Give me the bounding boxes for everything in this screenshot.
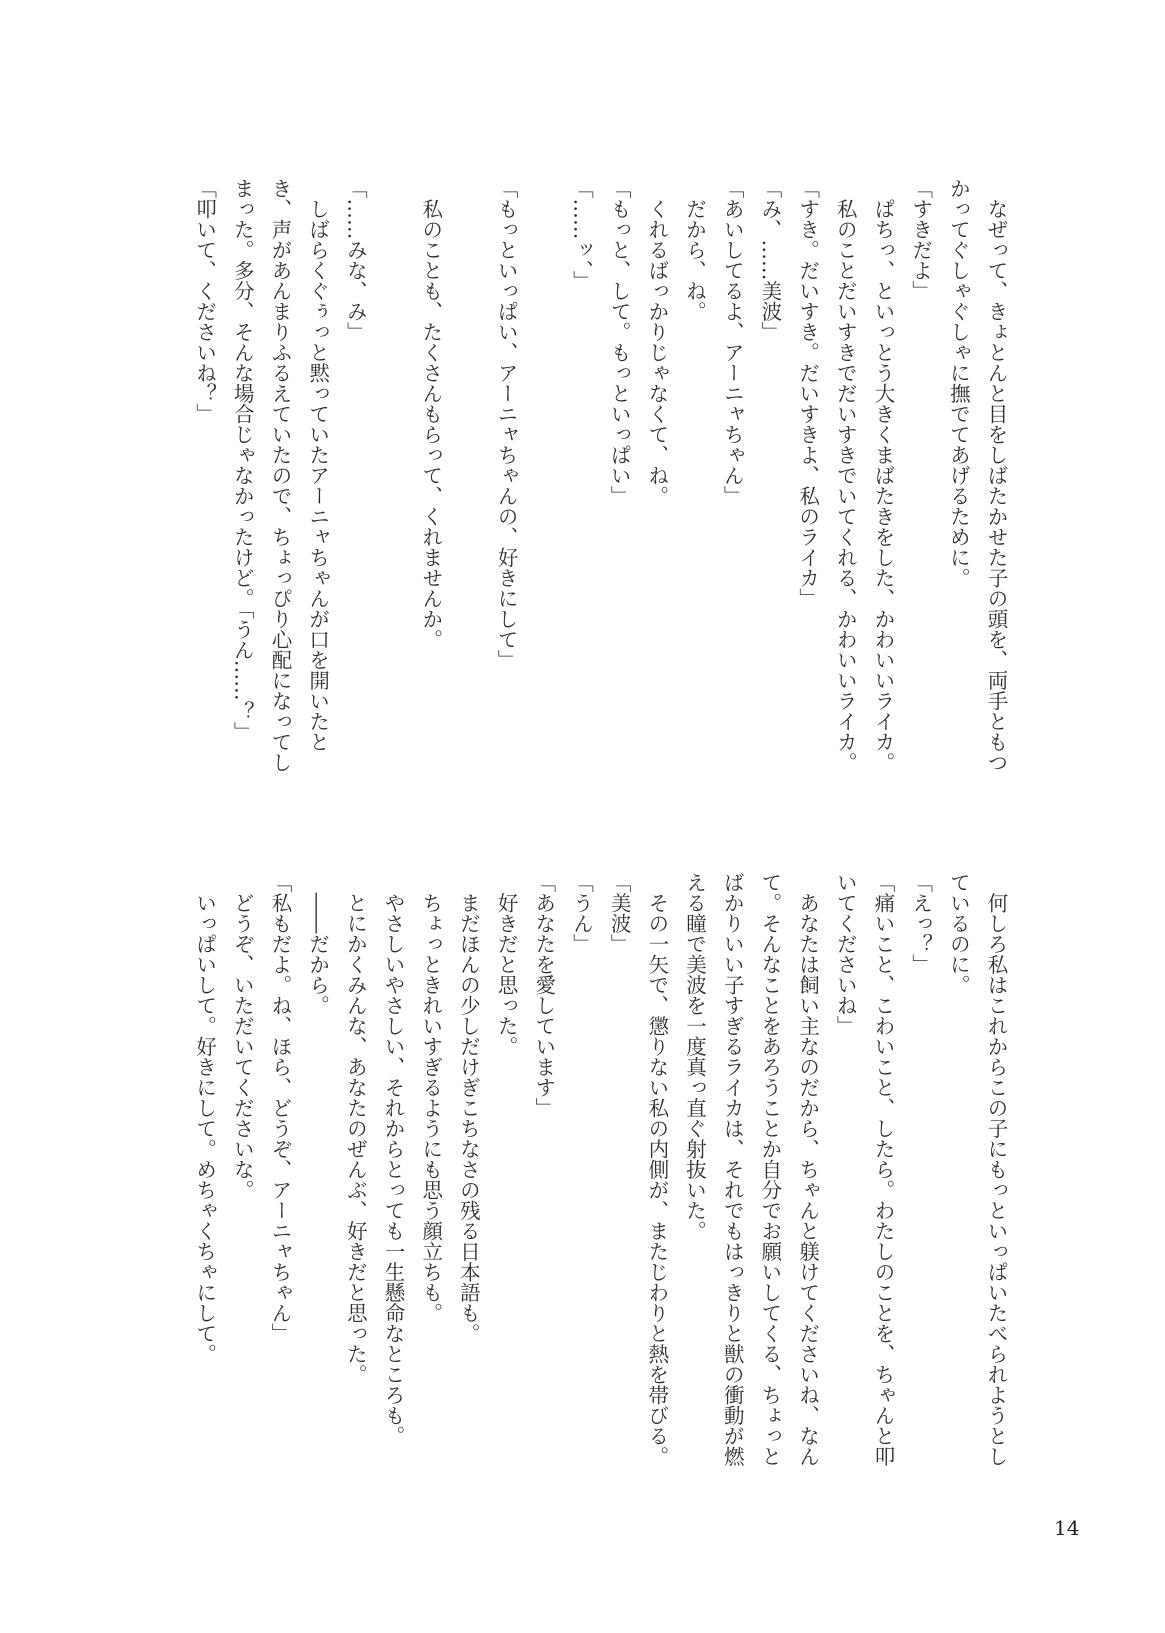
text-line: まった。多分、そんな場合じゃなかったけど。「うん……？」 — [230, 178, 255, 742]
text-line: 「……ッ、」 — [569, 178, 594, 291]
text-line: 「叩いて、くださいね？」 — [192, 178, 217, 424]
text-line: 「うん」 — [569, 872, 594, 954]
text-line: 「あなたを愛しています」 — [531, 872, 556, 1118]
text-line: やさしいやさしい、それからとっても一生懸命なところも。 — [381, 872, 405, 1446]
text-line: 「痛いこと、こわいこと、したら。わたしのことを、ちゃんと叩 — [870, 872, 895, 1467]
text-line: 「すきだよ」 — [908, 178, 933, 301]
text-block-bottom — [185, 872, 1014, 1472]
text-line: くれるばっかりじゃなくて、ね。 — [644, 178, 669, 506]
text-line: かってぐしゃぐしゃに撫でてあげるために。 — [946, 178, 971, 588]
text-line: ――だから。 — [305, 872, 330, 1016]
text-line: 「み、……美波」 — [757, 178, 782, 342]
text-line: いっぱいして。好きにして。めちゃくちゃにして。 — [192, 872, 217, 1364]
text-line: なぜって、きょとんと目をしばたかせた子の頭を、両手ともつ — [984, 178, 1008, 773]
text-line: あなたは飼い主なのだから、ちゃんと躾けてくださいね、なん — [795, 872, 820, 1467]
text-block-top — [185, 178, 1014, 778]
text-line: 好きだと思った。 — [494, 872, 519, 1057]
text-line: その一矢で、懲りない私の内側が、またじわりと熱を帯びる。 — [644, 872, 669, 1467]
text-line — [524, 178, 562, 778]
text-line: き、声があんまりふるえていたので、ちょっぴり心配になってし — [267, 178, 292, 773]
text-line: 私のことも、たくさんもらって、くれませんか。 — [418, 178, 443, 650]
text-line: 「すき。だいすき。だいすきよ、私のライカ」 — [795, 178, 820, 609]
text-line: える瞳で美波を一度真っ直ぐ射抜いた。 — [682, 872, 707, 1241]
text-line: ちょっときれいすぎるようにも思う顔立ちも。 — [418, 872, 443, 1323]
text-line: まだほんの少しだけぎこちなさの残る日本語も。 — [456, 872, 481, 1344]
text-line: 「もっと、して。もっといっぱい」 — [607, 178, 632, 506]
text-line: しばらくぐぅっと黙っていたアーニャちゃんが口を開いたと — [305, 178, 330, 752]
text-line: 「もっといっぱい、アーニャちゃんの、好きにして」 — [494, 178, 519, 670]
text-line: 「えっ？」 — [908, 872, 933, 975]
text-line: 「……みな、み」 — [343, 178, 368, 342]
text-line: とにかくみんな、あなたのぜんぶ、好きだと思った。 — [343, 872, 368, 1385]
text-line: だから、ね。 — [682, 178, 707, 322]
page-number: 14 — [1054, 1516, 1080, 1540]
text-line — [373, 178, 411, 778]
text-line: 「美波」 — [607, 872, 632, 954]
text-line: どうぞ、いただいてくださいな。 — [230, 872, 255, 1200]
text-line: ぱちっ、といっとう大きくまばたきをした、かわいいライカ。 — [870, 178, 895, 773]
text-line: いてくださいね」 — [833, 872, 858, 1036]
text-line: ばかりいい子すぎるライカは、それでもはっきりと獣の衝動が燃 — [720, 872, 745, 1467]
text-line: ているのに。 — [946, 872, 971, 995]
text-line: 「私もだよ。ね、ほら、どうぞ、アーニャちゃん」 — [267, 872, 292, 1344]
text-line: 何しろ私はこれからこの子にもっといっぱいたべられようとし — [984, 872, 1008, 1467]
text-line — [449, 178, 487, 778]
text-line: 私のことだいすきでだいすきでいてくれる、かわいいライカ。 — [833, 178, 858, 773]
text-line: て。そんなことをあろうことか自分でお願いしてくる、ちょっと — [757, 872, 782, 1467]
text-line: 「あいしてるよ、アーニャちゃん」 — [720, 178, 745, 506]
